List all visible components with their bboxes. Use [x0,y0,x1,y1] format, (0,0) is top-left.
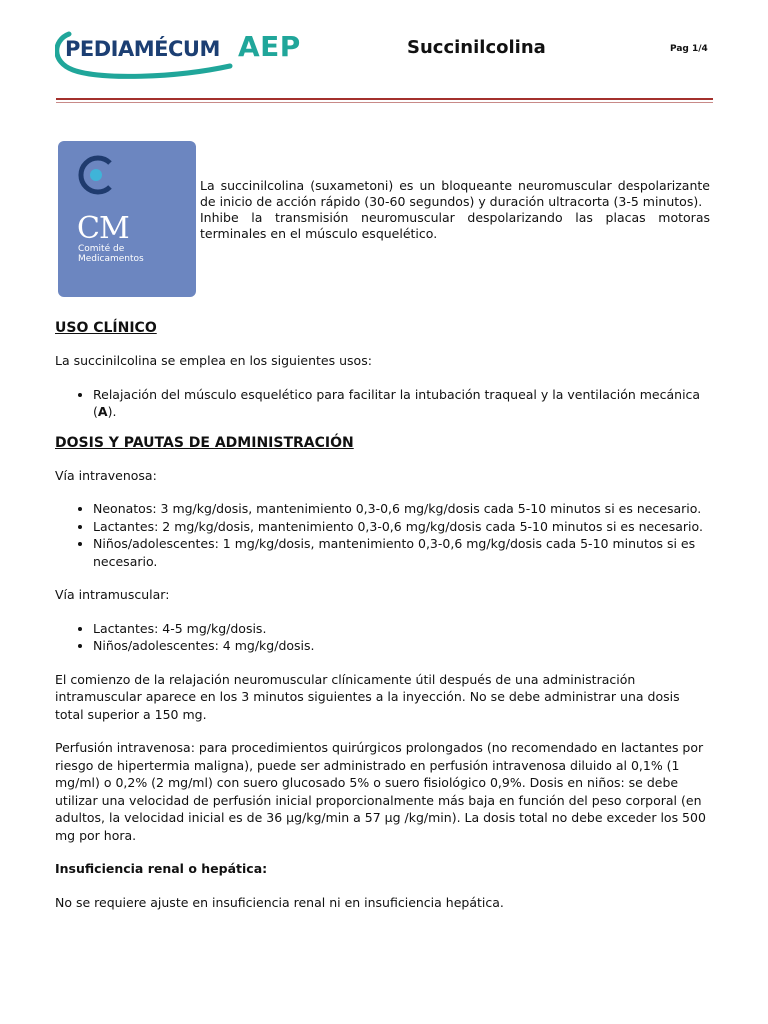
list-item: • Neonatos: 3 mg/kg/dosis, mantenimiento 0,3-0,6 mg/kg/dosis cada 5-10 minutos si es necesario. [93,500,711,518]
renal-text: No se requiere ajuste en insuficiencia renal ni en insuficiencia hepática. [55,894,504,910]
list-item: • Lactantes: 2 mg/kg/dosis, mantenimiento 0,3-0,6 mg/kg/dosis cada 5-10 minutos si es necesario. [93,518,711,536]
im-list [55,620,711,655]
list-item: • Niños/adolescentes: 4 mg/kg/dosis. [93,637,711,655]
cm-subtitle-line2: Medicamentos [78,254,144,264]
intro-paragraph-1: La succinilcolina (suxametoni) es un bloqueante neuromuscular despolarizante de inicio de acción rápido (30-60 segundos) y duración ultracorta (3-5 minutos). [200,178,710,209]
perfusion-paragraph: Perfusión intravenosa: para procedimientos quirúrgicos prolongados (no recomendado en lactantes por riesgo de hipertermia maligna), puede ser administrado en perfusión intravenosa diluido al 0,1% (1 mg/ml) o 0,2% (2 mg/ml) con suero glucosado 5% o suero fisiológico 0,9%. Dosis en niños: se debe utilizar una velocidad de perfusión inicial proporcionalmente más baja en función del peso corporal (en adultos, la velocidad inicial es de 36 µg/kg/min a 57 µg /kg/min). La dosis total no debe exceder los 500 mg por hora. [55,740,706,843]
section-heading-uso-clinico: USO CLÍNICO [55,320,157,336]
list-item [93,386,711,421]
logo-wordmark: PEDIAMÉCUM [65,37,220,61]
im-label: Vía intramuscular: [55,587,170,602]
iv-label: Vía intravenosa: [55,467,157,483]
renal-heading: Insuficiencia renal o hepática: [55,861,268,876]
logo-aep: AEP [238,30,301,63]
intro-text [200,178,710,242]
cm-subtitle [78,244,188,264]
evidence-grade: A [97,404,108,419]
section-heading-dosis: DOSIS Y PAUTAS DE ADMINISTRACIÓN [55,434,354,451]
intro-paragraph-2: Inhibe la transmisión neuromuscular despolarizando las placas motoras terminales en el músculo esquelético. [200,210,710,241]
iv-list [55,500,711,570]
uso-item-tail: ). [107,404,117,419]
im-paragraph: El comienzo de la relajación neuromuscular clínicamente útil después de una administración intramuscular aparece en los 3 minutos siguientes a la inyección. No se debe administrar una dosis total superior a 150 mg. [55,671,680,722]
list-item: • Niños/adolescentes: 1 mg/kg/dosis, mantenimiento 0,3-0,6 mg/kg/dosis cada 5-10 minutos si es necesario. [93,535,711,570]
list-item: • Lactantes: 4-5 mg/kg/dosis. [93,620,711,638]
uso-list [55,386,711,421]
uso-item-text: Relajación del músculo esquelético para facilitar la intubación traqueal y la ventilación mecánica ( [93,386,701,419]
uso-lead: La succinilcolina se emplea en los siguientes usos: [55,353,372,368]
header-rule-bottom [56,102,713,103]
cm-subtitle-line1: Comité de [78,244,125,254]
cm-letters: CM [77,211,129,246]
cm-ring-icon [76,155,116,195]
comite-medicamentos-badge [58,141,196,297]
pediamecum-logo [55,26,305,80]
document-body [55,318,711,911]
page-header [0,0,768,110]
page-indicator: Pag 1/4 [670,44,708,54]
document-title: Succinilcolina [407,37,546,58]
header-rule-top [56,98,713,100]
